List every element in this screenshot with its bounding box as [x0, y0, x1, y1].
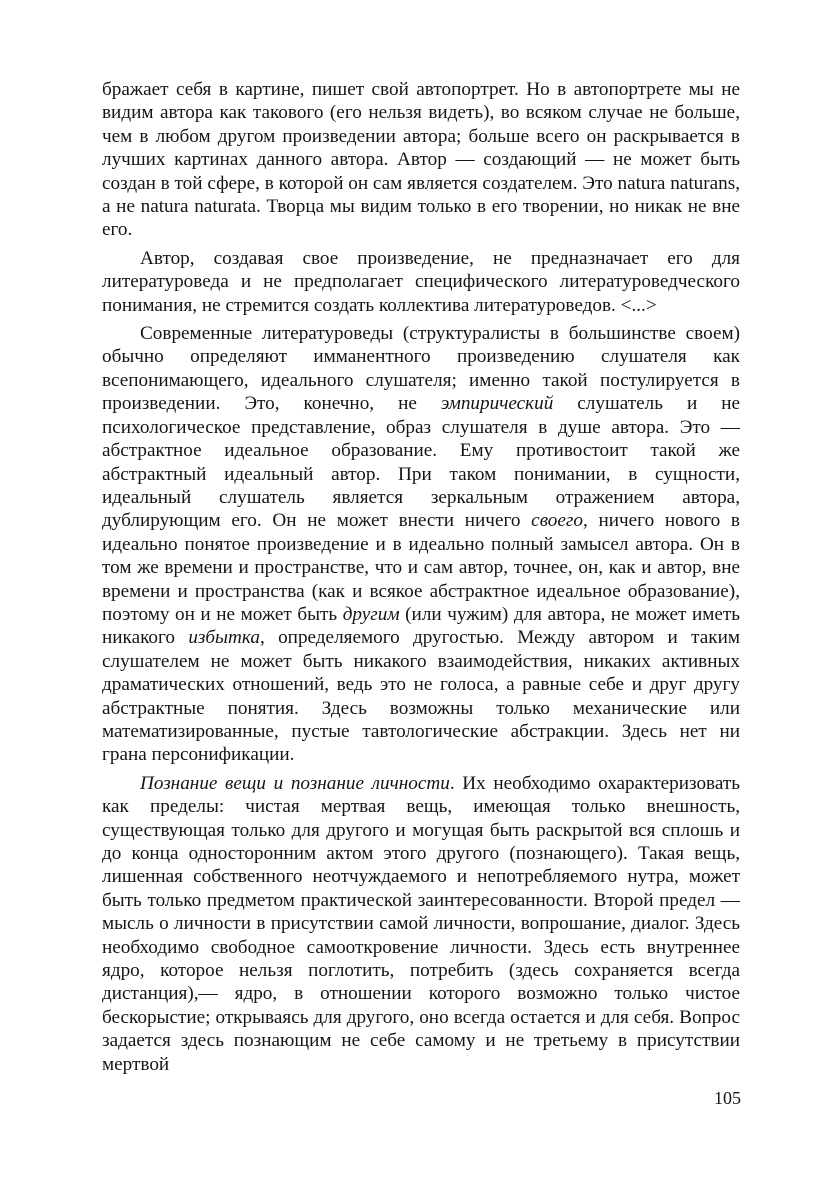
- paragraph-3: [102, 322, 740, 767]
- italic-surplus: избытка: [188, 627, 260, 649]
- paragraph-3-text-c: , ничего нового в идеально понятое произведение и в идеально полный замысел автора. Он в том же времени и пространстве, что и сам автор, точнее, он, как и автор, вне времени и пространства (как и всякое абстрактное идеальное образование), поэтому он и не может быть: [102, 510, 740, 625]
- paragraph-1: [102, 78, 740, 242]
- italic-own: своего: [531, 510, 583, 532]
- italic-section-heading: Познание вещи и познание личности: [140, 772, 450, 794]
- paragraph-4-text: . Их необходимо охарактеризовать как пределы: чистая мертвая вещь, имеющая только внешность, существующая только для другого и могущая быть раскрытой вся сплошь и до конца односторонним актом этого другого (познающего). Такая вещь, лишенная собственного неотчуждаемого и непотребляемого нутра, может быть только предметом практической заинтересованности. Второй предел — мысль о личности в присутствии самой личности, вопрошание, диалог. Здесь необходимо свободное самооткровение личности. Здесь есть внутреннее ядро, которое нельзя поглотить, потребить (здесь сохраняется всегда дистанция),— ядро, в отношении которого возможно только чистое бескорыстие; открываясь для другого, оно всегда остается и для себя. Вопрос задается здесь познающим не себе самому и не третьему в присутствии мертвой: [102, 772, 741, 1075]
- paragraph-3-text-e: , определяемого другостью. Между автором и таким слушателем не может быть никакого взаимодействия, никаких активных драматических отношений, ведь это не голоса, а равные себе и друг другу абстрактные понятия. Здесь возможны только механические или математизированные, пустые тавтологические абстракции. Здесь нет ни грана персонификации.: [102, 627, 740, 766]
- paragraph-4: [102, 772, 740, 1076]
- italic-empirical: эмпирический: [440, 393, 554, 415]
- page-body: [102, 78, 740, 1081]
- paragraph-3-text-a: Современные литературоведы (структуралисты в большинстве своем) обычно определяют имманентного произведению слушателя как всепонимающего, идеального слушателя; именно такой постулируется в произведении. Это, конечно, не: [102, 323, 740, 415]
- paragraph-2-text: Автор, создавая свое произведение, не предназначает его для литературоведа и не предполагает специфического литературоведческого понимания, не стремится создать коллектива литературоведов. <...>: [102, 247, 740, 316]
- paragraph-3-text-b: слушатель и не психологическое представление, образ слушателя в душе автора. Это — абстрактное идеальное образование. Ему противостоит такой же абстрактный идеальный автор. При таком понимании, в сущности, идеальный слушатель является зеркальным отражением автора, дублирующим его. Он не может внести ничего: [102, 393, 740, 532]
- paragraph-1-text: бражает себя в картине, пишет свой автопортрет. Но в автопортрете мы не видим автора как такового (его нельзя видеть), во всяком случае не больше, чем в любом другом произведении автора; больше всего он раскрывается в лучших картинах данного автора. Автор — создающий — не может быть создан в той сфере, в которой он сам является создателем. Это natura naturans, а не natura naturata. Творца мы видим только в его творении, но никак не вне его.: [102, 79, 741, 241]
- paragraph-2: [102, 247, 740, 317]
- paragraph-3-text-d: (или чужим) для автора, не может иметь никакого: [102, 603, 741, 649]
- page-number: 105: [714, 1088, 741, 1108]
- italic-other: другим: [342, 603, 400, 625]
